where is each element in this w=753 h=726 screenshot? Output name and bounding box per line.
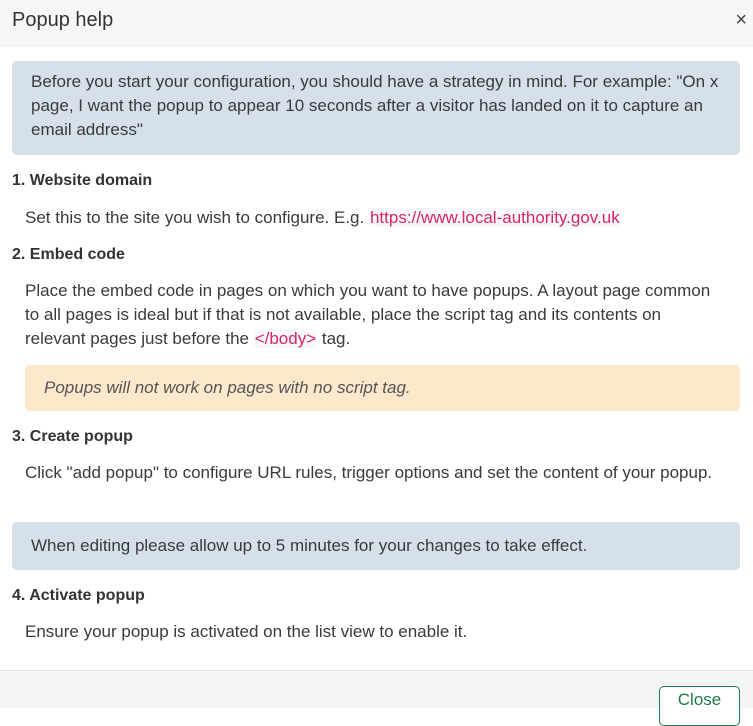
step-heading: 3. Create popup — [12, 428, 133, 445]
step-text — [25, 206, 725, 230]
close-button[interactable]: Close — [659, 686, 740, 726]
dialog-footer — [0, 670, 753, 708]
body-tag-code: </body> — [254, 329, 317, 348]
step-text — [25, 279, 725, 351]
domain-example-code: https://www.local-authority.gov.uk — [369, 208, 620, 227]
warning-alert: Popups will not work on pages with no script tag. — [25, 365, 740, 411]
step-heading: 4. Activate popup — [12, 587, 145, 604]
step-text-main: Set this to the site you wish to configure. E.g. — [25, 208, 369, 227]
dialog-title: Popup help — [12, 9, 114, 31]
step-text-after: tag. — [317, 329, 351, 348]
step-text: Ensure your popup is activated on the list view to enable it. — [25, 622, 468, 641]
note-alert: When editing please allow up to 5 minutes for your changes to take effect. — [12, 522, 740, 570]
step-text: Click "add popup" to configure URL rules, trigger options and set the content of your popup. — [25, 463, 713, 482]
close-icon[interactable]: × — [735, 9, 747, 31]
step-heading: 2. Embed code — [12, 246, 125, 263]
step-text-main: Place the embed code in pages on which you want to have popups. A layout page common to all pages is ideal but if that is not available, place the script tag and its contents on relevant pages just before the — [25, 281, 711, 348]
dialog-header — [0, 0, 753, 46]
intro-alert: Before you start your configuration, you should have a strategy in mind. For example: "On x page, I want the popup to appear 10 seconds after a visitor has landed on it to capture an email address" — [12, 61, 740, 155]
step-heading: 1. Website domain — [12, 172, 153, 189]
